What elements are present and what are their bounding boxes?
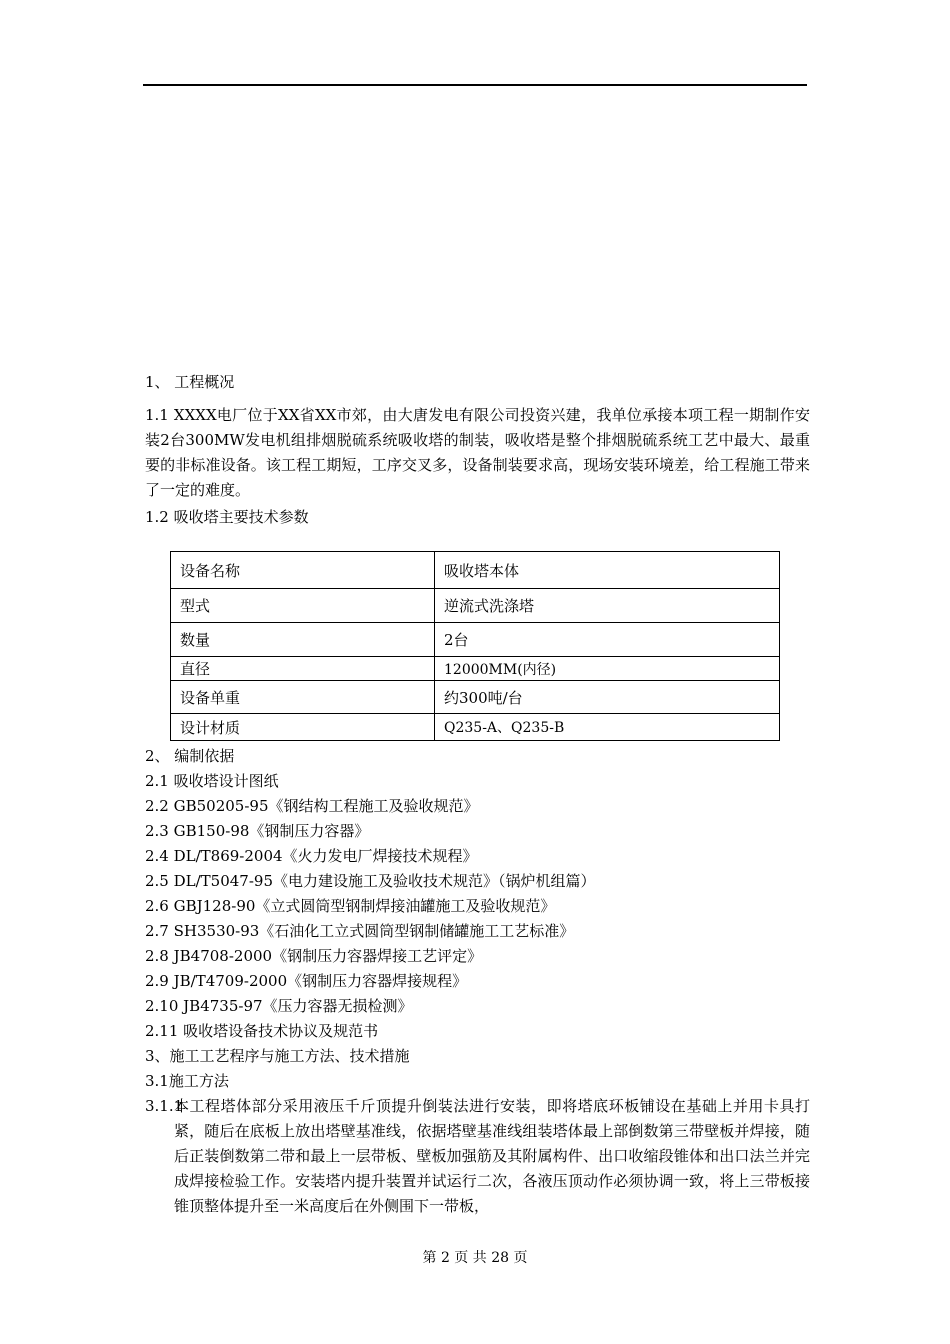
reference-item: 2.1 吸收塔设计图纸 — [145, 772, 279, 790]
table-cell-label: 设备单重 — [171, 681, 435, 714]
page-footer: 第 2 页 共 28 页 — [422, 1250, 528, 1266]
header-rule — [143, 84, 807, 86]
table-cell-value: 12000MM(内径) — [435, 657, 780, 681]
table-row — [171, 681, 780, 714]
table-cell-value: Q235-A、Q235-B — [435, 714, 780, 741]
table-cell-value: 约300吨/台 — [435, 681, 780, 714]
reference-item: 2.9 JB/T4709-2000《钢制压力容器焊接规程》 — [145, 972, 468, 990]
params-table — [170, 551, 780, 741]
table-cell-value: 逆流式洗涤塔 — [435, 589, 780, 623]
table-cell-value: 2台 — [435, 623, 780, 657]
table-row — [171, 552, 780, 589]
table-cell-label: 数量 — [171, 623, 435, 657]
reference-item: 2.6 GBJ128-90《立式圆筒型钢制焊接油罐施工及验收规范》 — [145, 897, 556, 915]
table-cell-value: 吸收塔本体 — [435, 552, 780, 589]
section-1-heading: 1、 工程概况 — [145, 373, 235, 391]
table-row — [171, 589, 780, 623]
table-cell-label: 设备名称 — [171, 552, 435, 589]
reference-item: 2.8 JB4708-2000《钢制压力容器焊接工艺评定》 — [145, 947, 483, 965]
table-row — [171, 623, 780, 657]
paragraph-1-1: 1.1 XXXX电厂位于XX省XX市郊，由大唐发电有限公司投资兴建，我单位承接本项工程一期制作安装2台300MW发电机组排烟脱硫系统吸收塔的制装，吸收塔是整个排烟脱硫系统工艺中最大、最重要的非标准设备。该工程工期短，工序交叉多，设备制装要求高，现场安装环境差，给工程施工带来了一定的难度。 — [145, 406, 810, 499]
paragraph-3-1-1-number: 3.1.1 — [145, 1097, 184, 1115]
section-2-heading: 2、 编制依据 — [145, 747, 235, 765]
table-row — [171, 657, 780, 681]
table-cell-label: 直径 — [171, 657, 435, 681]
reference-item: 2.3 GB150-98《钢制压力容器》 — [145, 822, 370, 840]
section-3-heading: 3、施工工艺程序与施工方法、技术措施 — [145, 1047, 410, 1065]
reference-item: 2.11 吸收塔设备技术协议及规范书 — [145, 1022, 379, 1040]
reference-item: 2.7 SH3530-93《石油化工立式圆筒型钢制储罐施工工艺标准》 — [145, 922, 575, 940]
reference-item: 2.5 DL/T5047-95《电力建设施工及验收技术规范》（锅炉机组篇） — [145, 872, 596, 890]
table-cell-label: 设计材质 — [171, 714, 435, 741]
reference-item: 2.2 GB50205-95《钢结构工程施工及验收规范》 — [145, 797, 479, 815]
paragraph-3-1-1: 本工程塔体部分采用液压千斤顶提升倒装法进行安装，即将塔底环板铺设在基础上并用卡具打紧，随后在底板上放出塔壁基准线，依据塔壁基准线组装塔体最上部倒数第三带壁板并焊接，随后正装倒数第二带和最上一层带板、壁板加强筋及其附属构件、出口收缩段锥体和出口法兰并完成焊接检验工作。安装塔内提升装置并试运行二次，各液压顶动作必须协调一致，将上三带板接锥顶整体提升至一米高度后在外侧围下一带板， — [174, 1097, 810, 1215]
table-row — [171, 714, 780, 741]
section-3-1-heading: 3.1施工方法 — [145, 1072, 229, 1090]
paragraph-1-2: 1.2 吸收塔主要技术参数 — [145, 508, 309, 526]
reference-item: 2.4 DL/T869-2004《火力发电厂焊接技术规程》 — [145, 847, 478, 865]
table-cell-label: 型式 — [171, 589, 435, 623]
reference-item: 2.10 JB4735-97《压力容器无损检测》 — [145, 997, 413, 1015]
